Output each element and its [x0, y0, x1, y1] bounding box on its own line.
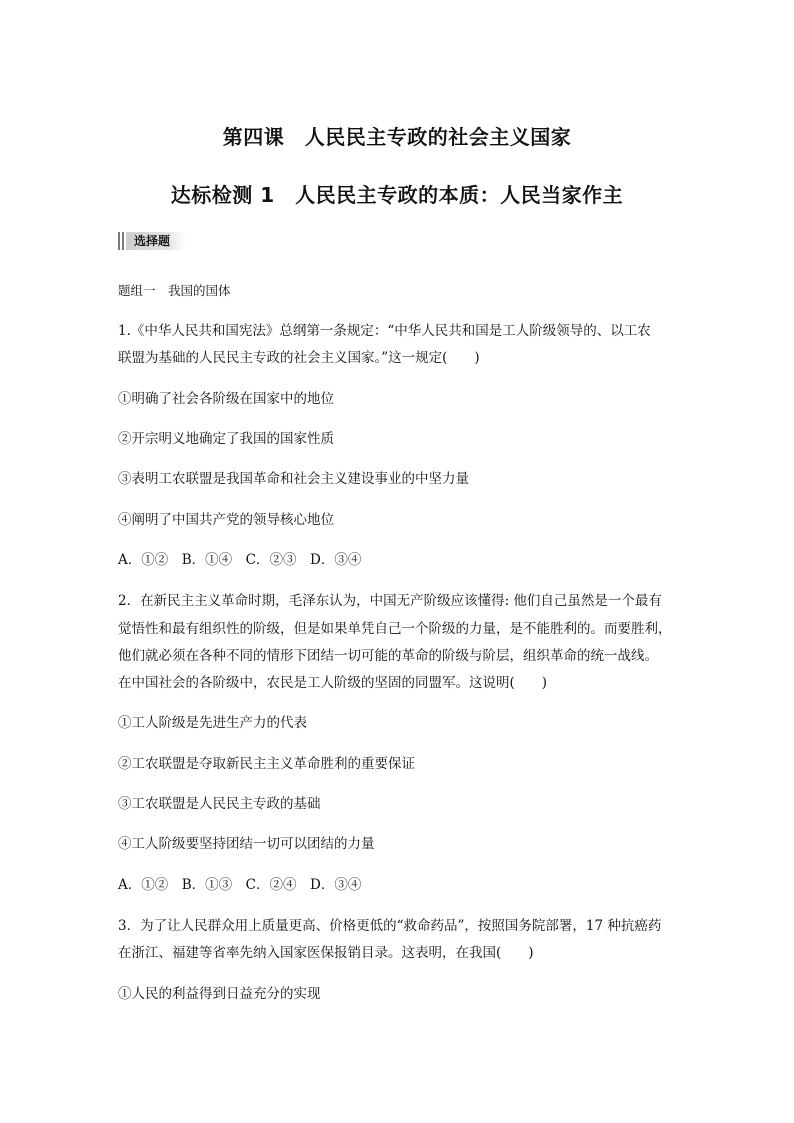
q2-stem-line3: 他们就必须在各种不同的情形下团结一切可能的革命的阶级与阶层，组织革命的统一战线。	[118, 648, 658, 664]
q2-item: ①工人阶级是先进生产力的代表	[118, 715, 307, 731]
q1-stem-line1: 1.《中华人民共和国宪法》总纲第一条规定：“中华人民共和国是工人阶级领导的、以工农	[118, 323, 651, 339]
q1-item: ③表明工农联盟是我国革命和社会主义建设事业的中坚力量	[118, 471, 469, 487]
q3-stem-line2: 在浙江、福建等省率先纳入国家医保报销目录。这表明，在我国( )	[118, 945, 534, 961]
q2-item: ③工农联盟是人民民主专政的基础	[118, 796, 321, 812]
group-title: 题组一 我国的国体	[118, 283, 231, 298]
section-tag-choice	[118, 232, 186, 250]
q2-stem-line1: 2．在新民主主义革命时期，毛泽东认为，中国无产阶级应该懂得: 他们自己虽然是一个最有	[118, 593, 662, 609]
section-tag-bars	[118, 232, 126, 250]
q1-item: ②开宗明义地确定了我国的国家性质	[118, 431, 334, 447]
q3-stem-line1: 3．为了让人民群众用上质量更高、价格更低的“救命药品”，按照国务院部署，17 种抗癌药	[118, 918, 662, 934]
q2-stem-line4: 在中国社会的各阶级中，农民是工人阶级的坚固的同盟军。这说明( )	[118, 675, 548, 691]
q1-item: ①明确了社会各阶级在国家中的地位	[118, 391, 334, 407]
q2-item: ④工人阶级要坚持团结一切可以团结的力量	[118, 836, 375, 852]
q1-options: A．①② B．①④ C．②③ D．③④	[118, 552, 362, 568]
section-tag-label: 选择题	[126, 232, 186, 250]
q1-stem-line2: 联盟为基础的人民民主专政的社会主义国家。”这一规定( )	[118, 350, 480, 366]
q2-stem-line2: 觉悟性和最有组织性的阶级，但是如果单凭自己一个阶级的力量，是不能胜利的。而要胜利，	[118, 621, 672, 637]
q2-item: ②工农联盟是夺取新民主主义革命胜利的重要保证	[118, 756, 415, 772]
lesson-title: 第四课 人民民主专政的社会主义国家	[222, 125, 572, 149]
q2-options: A．①② B．①③ C．②④ D．③④	[118, 877, 362, 893]
q1-item: ④阐明了中国共产党的领导核心地位	[118, 512, 334, 528]
test-title: 达标检测 1 人民民主专政的本质：人民当家作主	[170, 183, 624, 207]
q3-item: ①人民的利益得到日益充分的实现	[118, 986, 321, 1002]
